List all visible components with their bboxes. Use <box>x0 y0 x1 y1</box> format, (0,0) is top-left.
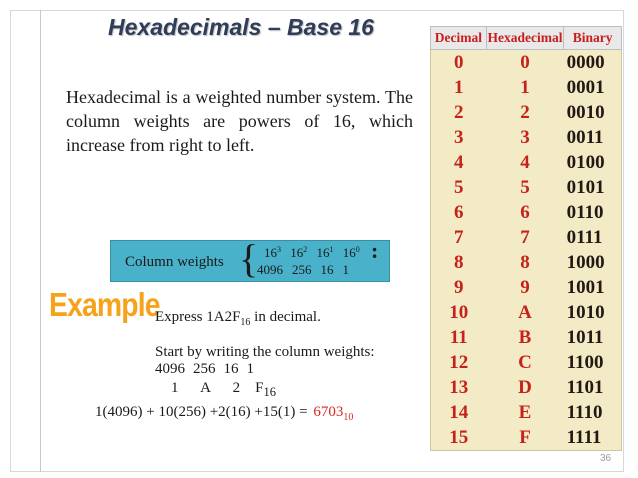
hex-cell: 2 <box>520 101 530 123</box>
decimal-cell: 7 <box>453 226 464 248</box>
table-row <box>431 375 621 400</box>
start-instruction: Start by writing the column weights: <box>155 344 375 360</box>
decimal-cell: 10 <box>449 301 469 323</box>
binary-cell: 1101 <box>566 376 604 398</box>
binary-cell: 0101 <box>566 176 605 198</box>
hex-cell: B <box>518 326 532 348</box>
weight-value: 4096 <box>257 262 283 277</box>
weight-value: 256 <box>292 262 312 277</box>
hex-cell: C <box>518 351 532 373</box>
power-term: $16^3$ <box>264 245 281 260</box>
binary-cell: 1010 <box>566 301 605 323</box>
binary-cell: 0000 <box>566 51 605 73</box>
decimal-cell: 15 <box>449 426 469 448</box>
page-number: 36 <box>600 453 612 464</box>
left-divider <box>40 10 41 472</box>
decimal-cell: 4 <box>453 151 464 173</box>
table-header <box>430 26 622 50</box>
table-row <box>431 175 621 200</box>
decimal-cell: 11 <box>449 326 468 348</box>
table-row <box>431 300 621 325</box>
example-digits: 1 A 2 $F_{16}$ <box>171 380 277 399</box>
power-term: $16^1$ <box>316 245 334 260</box>
hex-cell: 0 <box>520 51 530 73</box>
binary-cell: 0011 <box>566 126 604 148</box>
conversion-table <box>430 26 622 451</box>
table-body <box>430 50 622 451</box>
decimal-cell: 3 <box>453 126 464 148</box>
table-row <box>431 150 621 175</box>
decimal-cell: 6 <box>453 201 464 223</box>
hex-cell: 3 <box>520 126 530 148</box>
binary-cell: 1111 <box>566 426 602 448</box>
binary-cell: 0111 <box>566 226 603 248</box>
hex-cell: 9 <box>520 276 530 298</box>
table-row <box>431 350 621 375</box>
hex-cell: F <box>519 426 531 448</box>
brace-symbol: { <box>239 236 259 281</box>
binary-cell: 1110 <box>566 401 603 423</box>
decimal-cell: 13 <box>449 376 469 398</box>
example-banner: Example <box>49 286 160 323</box>
binary-cell: 0100 <box>566 151 605 173</box>
hex-cell: 6 <box>520 201 530 223</box>
table-row <box>431 275 621 300</box>
hex-cell: 1 <box>520 76 530 98</box>
dots-symbol: : <box>371 238 379 263</box>
power-term: $16^2$ <box>290 245 308 260</box>
weight-values-row <box>257 262 358 278</box>
table-row <box>431 100 621 125</box>
example-answer: $6703_{10}$ <box>313 404 354 423</box>
column-weights-label: Column weights <box>125 254 224 270</box>
hex-cell: 7 <box>520 226 530 248</box>
hex-cell: 8 <box>520 251 530 273</box>
binary-cell: 0001 <box>566 76 605 98</box>
weight-value: 1 <box>342 262 349 277</box>
table-row <box>431 250 621 275</box>
table-row <box>431 50 621 75</box>
header-binary: Binary <box>572 30 613 45</box>
intro-paragraph: Hexadecimal is a weighted number system. The column weights are powers of 16, which increase from right to left. <box>66 87 413 155</box>
binary-cell: 0010 <box>566 101 605 123</box>
hex-cell: 5 <box>520 176 530 198</box>
table-row <box>431 225 621 250</box>
power-term: $16^0$ <box>342 245 360 260</box>
example-calculation: $1(4096) + 10(256) +2(16) +15(1) = 6703_{10}$ <box>95 404 354 423</box>
binary-cell: 1100 <box>566 351 604 373</box>
hex-cell: 4 <box>520 151 530 173</box>
weight-value: 16 <box>320 262 334 277</box>
decimal-cell: 5 <box>453 176 464 198</box>
table-row <box>431 400 621 425</box>
table-row <box>431 325 621 350</box>
decimal-cell: 2 <box>453 101 464 123</box>
example-weights: 4096 256 16 1 <box>155 361 254 377</box>
decimal-cell: 1 <box>453 76 464 98</box>
powers-row <box>264 245 366 261</box>
example-prompt: Express $1A2F_{16}$ in decimal. <box>155 309 321 328</box>
header-decimal: Decimal <box>431 27 487 49</box>
column-weights-box <box>110 236 390 282</box>
header-hexadecimal: Hexadecimal <box>487 27 564 49</box>
decimal-cell: 9 <box>453 276 464 298</box>
hex-cell: E <box>518 401 532 423</box>
table-row <box>431 75 621 100</box>
table-row <box>431 125 621 150</box>
table-row <box>431 200 621 225</box>
decimal-cell: 8 <box>453 251 464 273</box>
hex-cell: A <box>518 301 532 323</box>
decimal-cell: 14 <box>449 401 469 423</box>
binary-cell: 0110 <box>566 201 604 223</box>
decimal-cell: 12 <box>449 351 469 373</box>
binary-cell: 1001 <box>566 276 605 298</box>
binary-cell: 1000 <box>566 251 605 273</box>
slide-title: Hexadecimals – Base 16 <box>108 14 374 40</box>
table-row <box>431 425 621 450</box>
decimal-cell: 0 <box>453 51 464 73</box>
binary-cell: 1011 <box>566 326 604 348</box>
hex-cell: D <box>518 376 532 398</box>
